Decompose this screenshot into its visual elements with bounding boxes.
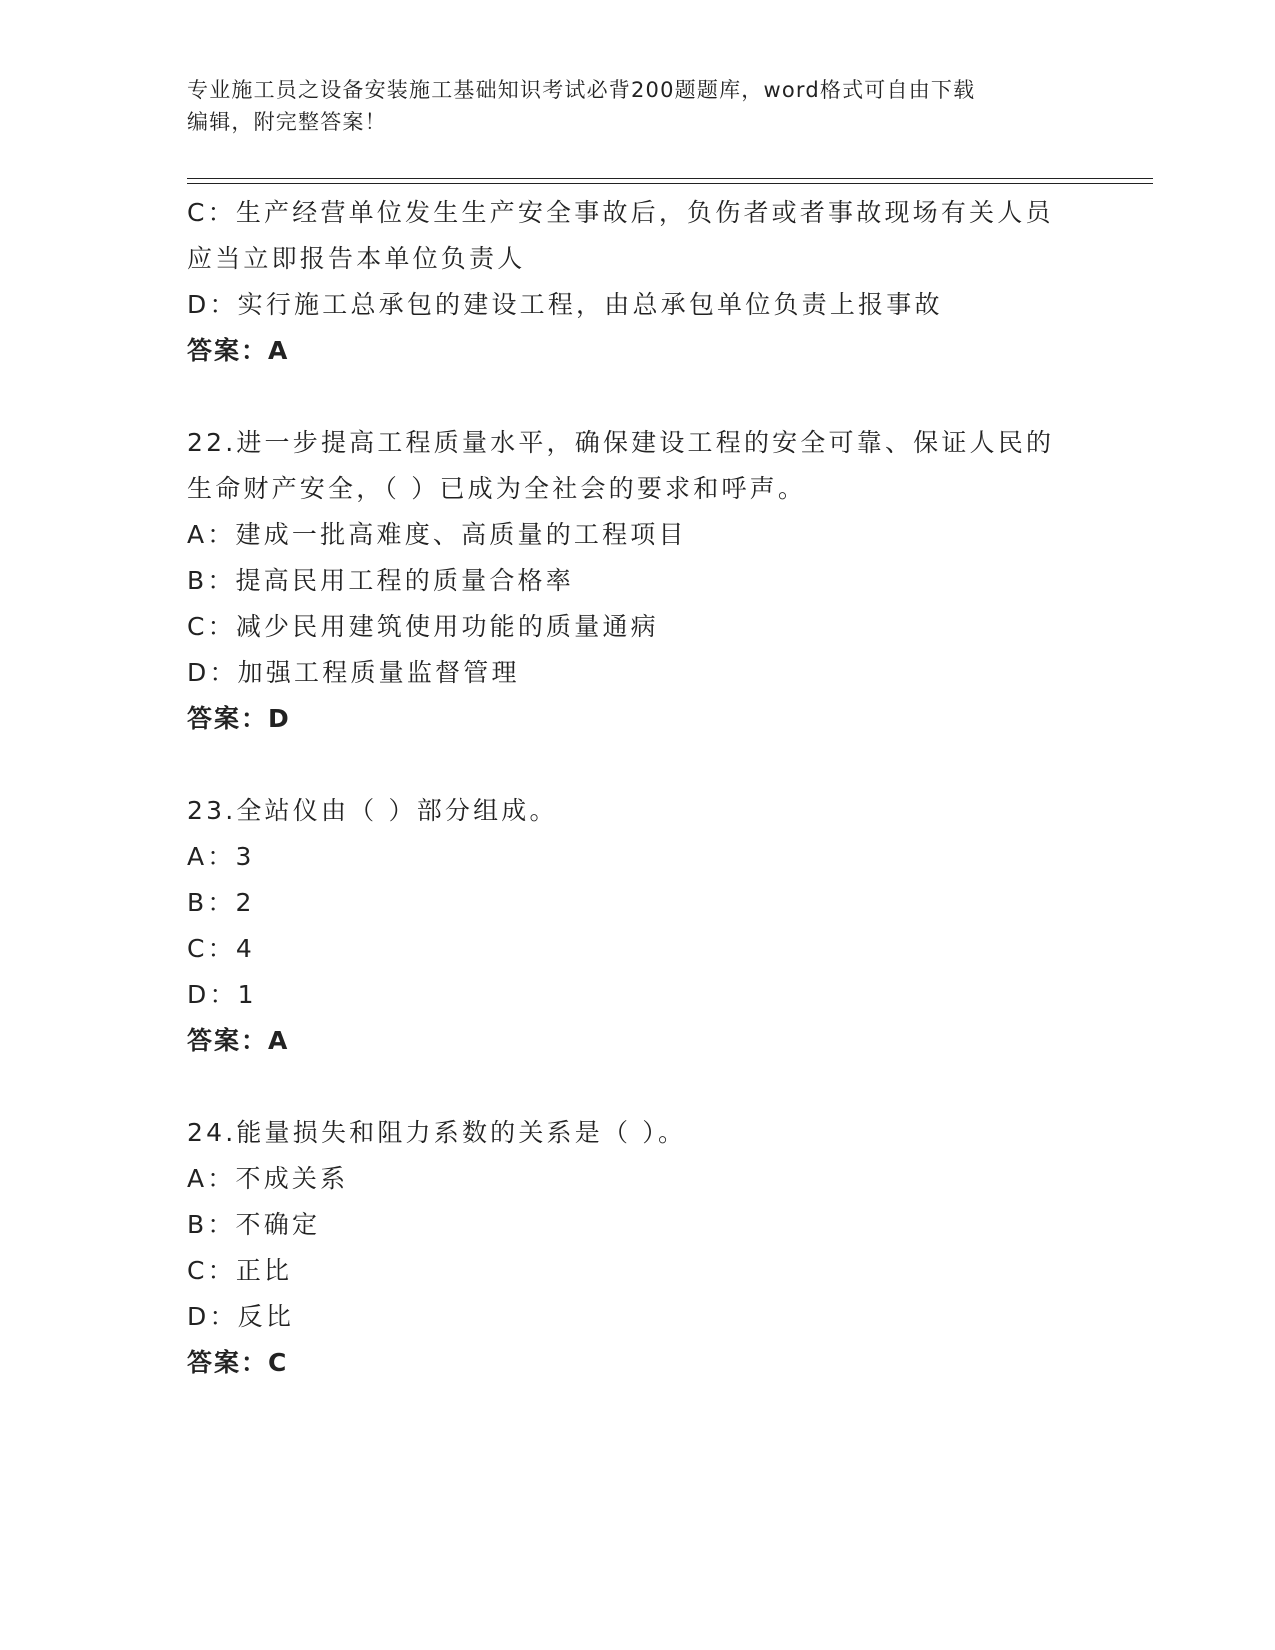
- q24-option-a: A：不成关系: [187, 1164, 349, 1193]
- q22-option-a: A：建成一批高难度、高质量的工程项目: [187, 520, 687, 549]
- question-content: [187, 190, 1087, 1386]
- q24-answer: 答案：C: [187, 1348, 289, 1377]
- q21-option-c-line-2: 应当立即报告本单位负责人: [187, 244, 526, 273]
- q22-option-b: B：提高民用工程的质量合格率: [187, 566, 574, 595]
- q24-stem: 24.能量损失和阻力系数的关系是（ ）。: [187, 1118, 687, 1147]
- question-24: [187, 1110, 1087, 1386]
- q21-answer: 答案：A: [187, 336, 290, 365]
- question-22: [187, 420, 1087, 742]
- q22-option-c: C：减少民用建筑使用功能的质量通病: [187, 612, 659, 641]
- q22-answer: 答案：D: [187, 704, 291, 733]
- q23-answer: 答案：A: [187, 1026, 290, 1055]
- q23-option-a: A：3: [187, 842, 255, 871]
- q23-option-c: C：4: [187, 934, 255, 963]
- q24-option-b: B：不确定: [187, 1210, 321, 1239]
- header-divider-top: [187, 178, 1153, 179]
- q22-stem-line-1: 22.进一步提高工程质量水平，确保建设工程的安全可靠、保证人民的: [187, 428, 1055, 457]
- q22-option-d: D：加强工程质量监督管理: [187, 658, 520, 687]
- header-line-1: 专业施工员之设备安装施工基础知识考试必背200题题库，word格式可自由下载: [187, 78, 976, 102]
- question-23: [187, 788, 1087, 1064]
- q21-option-d: D：实行施工总承包的建设工程，由总承包单位负责上报事故: [187, 290, 943, 319]
- q23-stem: 23.全站仪由（ ）部分组成。: [187, 796, 558, 825]
- page-header: [187, 74, 1067, 138]
- q24-option-c: C：正比: [187, 1256, 293, 1285]
- q23-option-b: B：2: [187, 888, 255, 917]
- header-line-2: 编辑，附完整答案！: [187, 110, 387, 134]
- header-divider-bottom: [187, 183, 1153, 184]
- q21-option-c-line-1: C：生产经营单位发生生产安全事故后，负伤者或者事故现场有关人员: [187, 198, 1054, 227]
- q22-stem-line-2: 生命财产安全，（ ）已成为全社会的要求和呼声。: [187, 474, 807, 503]
- question-21-tail: [187, 190, 1087, 374]
- q23-option-d: D：1: [187, 980, 257, 1009]
- q24-option-d: D：反比: [187, 1302, 295, 1331]
